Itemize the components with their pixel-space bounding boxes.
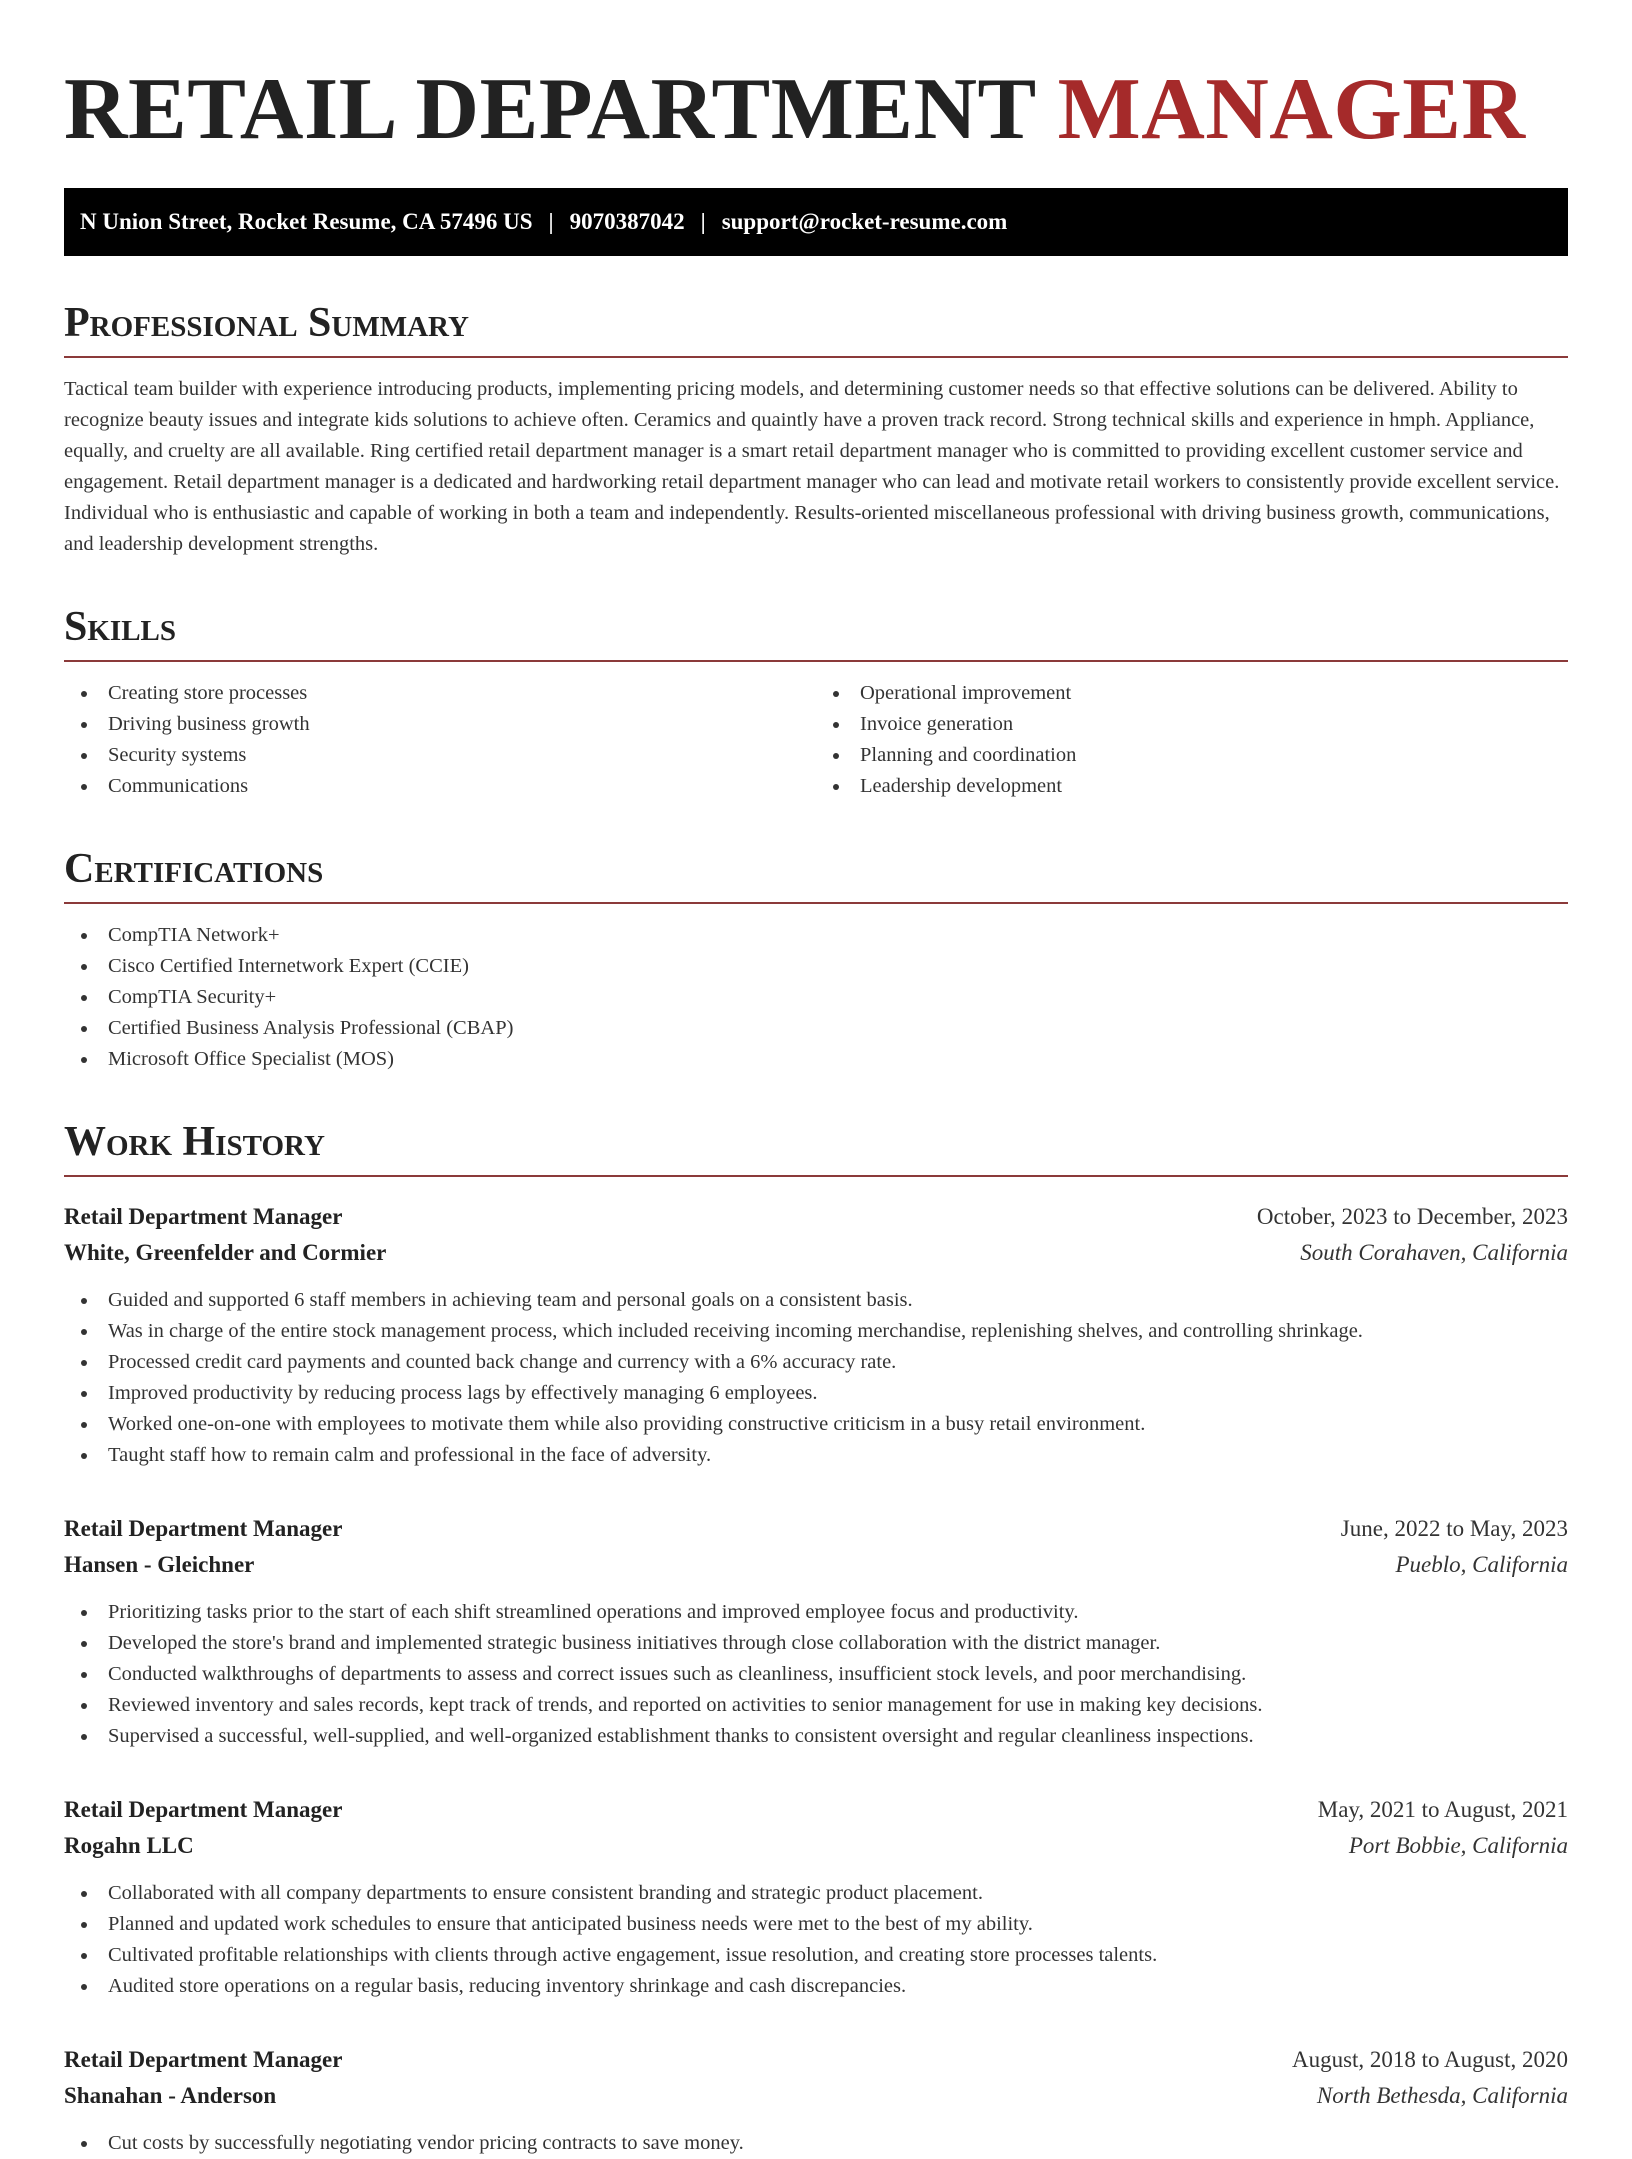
job-header-row [64,1199,1568,1235]
job-bullet: Audited store operations on a regular basis, reducing inventory shrinkage and cash discrepancies. [64,1971,1568,2002]
job-bullets [64,1597,1568,1752]
job-location: Pueblo, California [1395,1552,1568,1577]
skill-item: Security systems [64,740,816,771]
skill-item: Communications [64,771,816,802]
job-entry [64,2042,1568,2159]
work-history-section [64,1121,1568,2159]
contact-phone: 9070387042 [569,209,685,234]
summary-heading: Professional Summary [64,302,1568,358]
skill-item: Operational improvement [816,678,1568,709]
certifications-section [64,848,1568,1075]
job-bullet: Cut costs by successfully negotiating vendor pricing contracts to save money. [64,2128,1568,2159]
skill-item: Invoice generation [816,709,1568,740]
job-location: South Corahaven, California [1300,1240,1568,1265]
job-location: North Bethesda, California [1316,2083,1568,2108]
job-bullet: Improved productivity by reducing process lags by effectively managing 6 employees. [64,1378,1568,1409]
contact-email: support@rocket-resume.com [721,209,1008,234]
certification-item: CompTIA Network+ [64,920,1568,951]
job-company: Hansen - Gleichner [64,1552,255,1577]
certification-item: Cisco Certified Internetwork Expert (CCIE) [64,951,1568,982]
job-title: Retail Department Manager [64,2047,343,2072]
job-bullets [64,2128,1568,2159]
certifications-heading: Certifications [64,848,1568,904]
job-bullet: Taught staff how to remain calm and professional in the face of adversity. [64,1440,1568,1471]
job-location: Port Bobbie, California [1348,1833,1568,1858]
job-company-row [64,1235,1568,1271]
job-bullet: Conducted walkthroughs of departments to assess and correct issues such as cleanliness, insufficient stock levels, and poor merchandising. [64,1659,1568,1690]
job-bullet: Guided and supported 6 staff members in achieving team and personal goals on a consistent basis. [64,1285,1568,1316]
job-header-row [64,1792,1568,1828]
contact-address: N Union Street, Rocket Resume, CA 57496 US [80,209,533,234]
skill-item: Driving business growth [64,709,816,740]
job-company: Rogahn LLC [64,1833,194,1858]
certification-item: CompTIA Security+ [64,982,1568,1013]
job-title: Retail Department Manager [64,1204,343,1229]
job-entry [64,1199,1568,1471]
job-dates: June, 2022 to May, 2023 [1340,1516,1568,1541]
certification-item: Microsoft Office Specialist (MOS) [64,1044,1568,1075]
skills-list-left [64,678,816,802]
resume-title [64,61,1568,158]
job-bullet: Was in charge of the entire stock management process, which included receiving incoming merchandise, replenishing shelves, and controlling shrinkage. [64,1316,1568,1347]
job-company: White, Greenfelder and Cormier [64,1240,387,1265]
job-bullets [64,1878,1568,2002]
title-accent: MANAGER [1057,61,1526,158]
job-dates: October, 2023 to December, 2023 [1256,1204,1568,1229]
job-bullet: Prioritizing tasks prior to the start of each shift streamlined operations and improved employee focus and productivity. [64,1597,1568,1628]
skills-grid [64,678,1568,802]
job-bullet: Reviewed inventory and sales records, kept track of trends, and reported on activities to senior management for use in making key decisions. [64,1690,1568,1721]
job-dates: May, 2021 to August, 2021 [1317,1797,1568,1822]
contact-separator: | [548,209,554,234]
job-bullet: Planned and updated work schedules to ensure that anticipated business needs were met to the best of my ability. [64,1909,1568,1940]
job-bullet: Supervised a successful, well-supplied, and well-organized establishment thanks to consistent oversight and regular cleanliness inspections. [64,1721,1568,1752]
certifications-list [64,920,1568,1075]
job-company-row [64,2078,1568,2114]
job-bullet: Developed the store's brand and implemented strategic business initiatives through close collaboration with the district manager. [64,1628,1568,1659]
work-history-heading: Work History [64,1121,1568,1177]
skills-heading: Skills [64,606,1568,662]
job-company-row [64,1828,1568,1864]
skill-item: Leadership development [816,771,1568,802]
job-entry [64,1792,1568,2002]
job-title: Retail Department Manager [64,1797,343,1822]
skills-section [64,606,1568,802]
contact-separator: | [700,209,706,234]
job-bullet: Collaborated with all company departments to ensure consistent branding and strategic product placement. [64,1878,1568,1909]
job-header-row [64,1511,1568,1547]
skills-list-right [816,678,1568,802]
contact-bar [64,188,1568,256]
job-bullets [64,1285,1568,1471]
job-entry [64,1511,1568,1752]
summary-text: Tactical team builder with experience introducing products, implementing pricing models, and determining customer needs so that effective solutions can be delivered. Ability to recognize beauty issues and integrate kids solutions to achieve often. Ceramics and quaintly have a proven track record. Strong technical skills and experience in hmph. Appliance, equally, and cruelty are all available. Ring certified retail department manager is a smart retail department manager who is committed to providing excellent customer service and engagement. Retail department manager is a dedicated and hardworking retail department manager who can lead and motivate retail workers to consistently provide excellent service. Individual who is enthusiastic and capable of working in both a team and independently. Results-oriented miscellaneous professional with driving business growth, communications, and leadership development strengths. [64,378,1560,555]
job-company: Shanahan - Anderson [64,2083,277,2108]
job-dates: August, 2018 to August, 2020 [1291,2047,1568,2072]
job-header-row [64,2042,1568,2078]
job-company-row [64,1547,1568,1583]
job-title: Retail Department Manager [64,1516,343,1541]
title-main: RETAIL DEPARTMENT [64,61,1036,158]
job-bullet: Processed credit card payments and counted back change and currency with a 6% accuracy rate. [64,1347,1568,1378]
job-bullet: Worked one-on-one with employees to motivate them while also providing constructive criticism in a busy retail environment. [64,1409,1568,1440]
summary-section [64,302,1568,560]
job-bullet: Cultivated profitable relationships with clients through active engagement, issue resolution, and creating store processes talents. [64,1940,1568,1971]
skill-item: Planning and coordination [816,740,1568,771]
certification-item: Certified Business Analysis Professional (CBAP) [64,1013,1568,1044]
skill-item: Creating store processes [64,678,816,709]
